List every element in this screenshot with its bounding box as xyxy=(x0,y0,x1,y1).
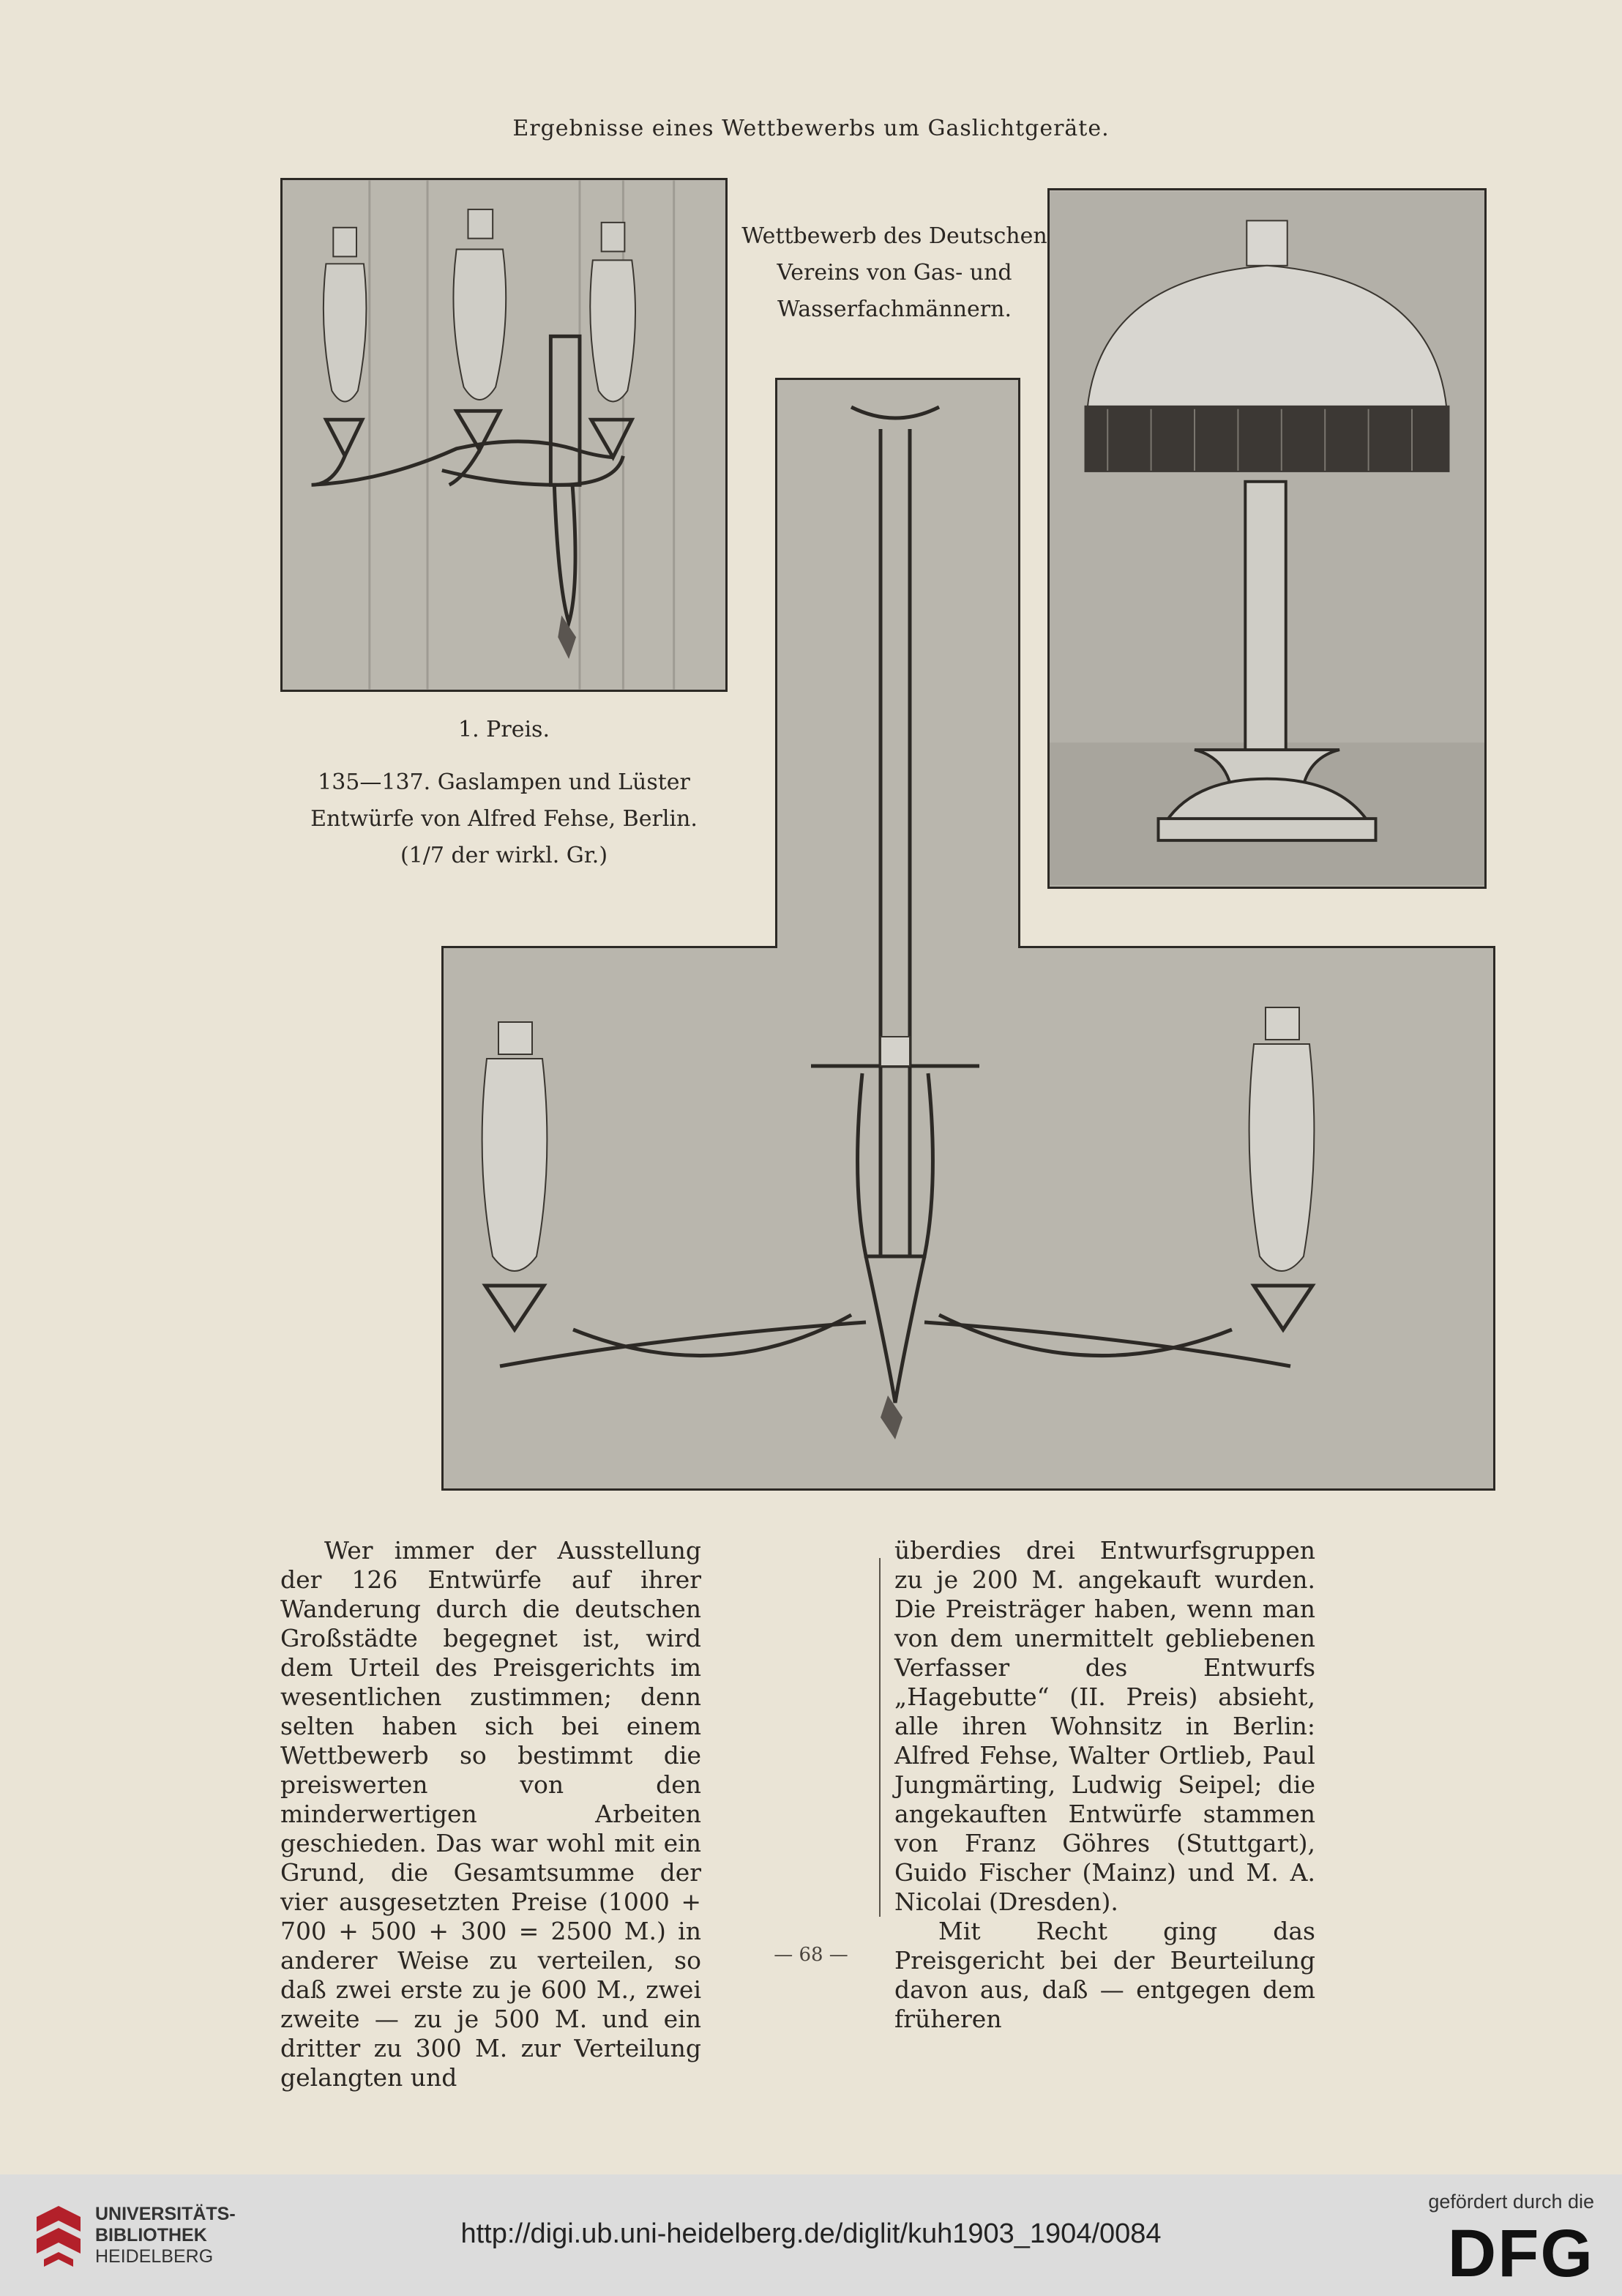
library-line: HEIDELBERG xyxy=(95,2246,214,2267)
caption-line: 135—137. Gaslampen und Lüster xyxy=(318,769,690,795)
prize-label: 1. Preis. xyxy=(458,717,550,742)
dfg-logo[interactable]: DFG xyxy=(1447,2216,1594,2291)
body-left-column xyxy=(280,1536,701,2092)
funding-note: gefördert durch die xyxy=(1428,2191,1594,2213)
competition-note-line: Wasserfachmännern. xyxy=(777,297,1012,322)
competition-note-line: Vereins von Gas- und xyxy=(777,260,1012,286)
caption-line: Entwürfe von Alfred Fehse, Berlin. xyxy=(310,806,698,832)
viewer-footer xyxy=(0,2174,1622,2296)
paragraph: Wer immer der Ausstellung der 126 Entwürfe auf ihrer Wanderung durch die deutschen Großstädte begegnet ist, wird dem Urteil des Preisgerichts im wesentlichen zustimmen; denn selten haben sich bei einem Wettbewerb so bestimmt die preiswerten von den minderwertigen Arbeiten geschieden. Das war wohl mit ein Grund, die Gesamtsumme der vier ausgesetzten Preise (1000 + 700 + 500 + 300 = 2500 M.) in anderer Weise zu verteilen, so daß zwei erste zu je 600 M., zwei zweite — zu je 500 M. und ein dritter zu 300 M. zur Verteilung gelangten und xyxy=(280,1536,701,2092)
library-line: UNIVERSITÄTS- xyxy=(95,2204,236,2224)
caption-line: (1/7 der wirkl. Gr.) xyxy=(400,843,608,868)
running-title: Ergebnisse eines Wettbewerbs um Gaslichtgeräte. xyxy=(512,116,1110,141)
page-number: — 68 — xyxy=(774,1944,848,1966)
permalink[interactable]: http://digi.ub.uni-heidelberg.de/diglit/kuh1903_1904/0084 xyxy=(460,2218,1162,2249)
paragraph: Mit Recht ging das Preisgericht bei der Beurteilung davon aus, daß — entgegen dem früheren xyxy=(894,1917,1315,2033)
chandelier-drawing xyxy=(441,378,1495,1491)
library-line: BIBLIOTHEK xyxy=(95,2225,207,2245)
competition-note-line: Wettbewerb des Deutschen xyxy=(741,223,1047,249)
paragraph: überdies drei Entwurfsgruppen zu je 200 M. angekauft wurden. Die Preisträger haben, wenn man von dem unermittelt gebliebenen Verfasser des Entwurfs „Hagebutte“ (II. Preis) absieht, alle ihren Wohnsitz in Berlin: Alfred Fehse, Walter Ortlieb, Paul Jungmärting, Ludwig Seipel; die angekauften Entwürfe stammen von Franz Göhres (Stuttgart), Guido Fischer (Mainz) und M. A. Nicolai (Dresden). xyxy=(894,1536,1315,1916)
column-divider xyxy=(879,1558,881,1917)
competition-note xyxy=(741,218,1048,328)
